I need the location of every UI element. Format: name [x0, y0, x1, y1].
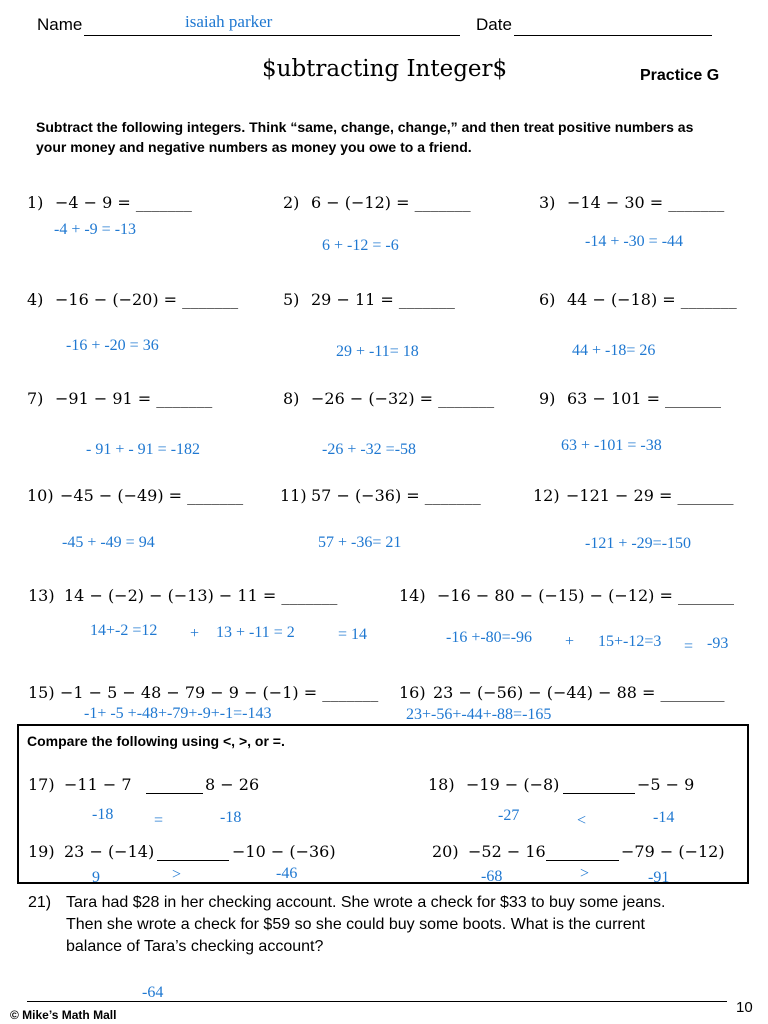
problem-3-expression: −14 − 30 = _______ — [567, 193, 725, 212]
problem-13-expression: 14 − (−2) − (−13) − 11 = _______ — [64, 586, 338, 605]
problem-17-right-answer: -18 — [220, 809, 242, 826]
problem-7-expression: −91 − 91 = _______ — [55, 389, 213, 408]
problem-2-expression: 6 − (−12) = _______ — [311, 193, 471, 212]
page-number: 10 — [736, 999, 753, 1016]
problem-11-answer: 57 + -36= 21 — [318, 534, 402, 551]
problem-18-blank[interactable] — [563, 793, 635, 794]
problem-21-answer-line[interactable] — [27, 1001, 727, 1002]
problem-18-right: −5 − 9 — [637, 775, 695, 794]
problem-18-left: −19 − (−8) — [466, 775, 560, 794]
problem-17-symbol: = — [154, 812, 164, 829]
problem-17-left-answer: -18 — [92, 806, 114, 823]
problem-21-line-1: Tara had $28 in her checking account. She wrote a check for $33 to buy some jeans. — [66, 894, 666, 911]
problem-14-answer-plus: + — [565, 633, 575, 650]
problem-19-symbol: > — [172, 866, 182, 883]
problem-17-right: 8 − 26 — [205, 775, 260, 794]
problem-19-number: 19) — [28, 842, 55, 861]
problem-16-expression: 23 − (−56) − (−44) − 88 = ________ — [433, 683, 725, 702]
problem-8-expression: −26 − (−32) = _______ — [311, 389, 495, 408]
problem-18-number: 18) — [428, 775, 455, 794]
name-label: Name — [37, 15, 83, 34]
problem-6-expression: 44 − (−18) = _______ — [567, 290, 737, 309]
problem-5-answer: 29 + -11= 18 — [336, 343, 419, 360]
problem-3-number: 3) — [539, 193, 556, 212]
problem-19-right-answer: -46 — [276, 865, 298, 882]
problem-9-expression: 63 − 101 = _______ — [567, 389, 722, 408]
problem-11-expression: 57 − (−36) = _______ — [311, 486, 481, 505]
problem-12-number: 12) — [533, 486, 560, 505]
problem-18-left-answer: -27 — [498, 807, 520, 824]
copyright: © Mike’s Math Mall — [10, 1008, 117, 1022]
problem-6-answer: 44 + -18= 26 — [572, 342, 656, 359]
problem-20-blank[interactable] — [546, 860, 619, 861]
problem-7-number: 7) — [27, 389, 44, 408]
problem-4-number: 4) — [27, 290, 44, 309]
problem-14-answer-total: -93 — [707, 635, 729, 652]
problem-11-number: 11) — [280, 486, 307, 505]
problem-21-answer: -64 — [142, 984, 164, 1001]
problem-19-right: −10 − (−36) — [232, 842, 336, 861]
problem-1-answer: -4 + -9 = -13 — [54, 221, 137, 238]
problem-2-answer: 6 + -12 = -6 — [322, 237, 399, 254]
problem-14-number: 14) — [399, 586, 426, 605]
date-line[interactable] — [514, 35, 712, 36]
problem-1-number: 1) — [27, 193, 44, 212]
problem-20-left-answer: -68 — [481, 868, 503, 885]
problem-5-number: 5) — [283, 290, 300, 309]
problem-13-number: 13) — [28, 586, 55, 605]
problem-20-number: 20) — [432, 842, 459, 861]
problem-17-left: −11 − 7 — [64, 775, 132, 794]
problem-14-answer-equals: = — [684, 638, 694, 655]
problem-20-symbol: > — [580, 865, 590, 882]
problem-12-expression: −121 − 29 = _______ — [566, 486, 734, 505]
problem-4-answer: -16 + -20 = 36 — [66, 337, 159, 354]
problem-4-expression: −16 − (−20) = _______ — [55, 290, 239, 309]
instructions: Subtract the following integers. Think “same, change, change,” and then treat positive numbers as your money and negative numbers as money you owe to a friend. — [36, 119, 694, 155]
name-value: isaiah parker — [185, 12, 273, 31]
problem-13-answer-plus: + — [190, 625, 200, 642]
problem-9-number: 9) — [539, 389, 556, 408]
problem-10-answer: -45 + -49 = 94 — [62, 534, 155, 551]
name-line[interactable] — [84, 35, 460, 36]
practice-label: Practice G — [640, 67, 720, 84]
page-title: $ubtracting Integer$ — [262, 56, 508, 82]
problem-21-number: 21) — [28, 894, 52, 911]
problem-18-right-answer: -14 — [653, 809, 675, 826]
problem-8-number: 8) — [283, 389, 300, 408]
problem-15-expression: −1 − 5 − 48 − 79 − 9 − (−1) = _______ — [60, 683, 379, 702]
problem-16-number: 16) — [399, 683, 426, 702]
compare-heading: Compare the following using <, >, or =. — [27, 733, 285, 749]
problem-10-expression: −45 − (−49) = _______ — [60, 486, 244, 505]
problem-20-right: −79 − (−12) — [621, 842, 725, 861]
problem-9-answer: 63 + -101 = -38 — [561, 437, 662, 454]
problem-15-answer: -1+ -5 +-48+-79+-9+-1=-143 — [84, 705, 272, 722]
problem-20-right-answer: -91 — [648, 869, 670, 886]
problem-16-answer: 23+-56+-44+-88=-165 — [406, 706, 552, 723]
problem-13-answer-step2: 13 + -11 = 2 — [216, 624, 295, 641]
problem-19-blank[interactable] — [157, 860, 229, 861]
problem-14-expression: −16 − 80 − (−15) − (−12) = _______ — [437, 586, 734, 605]
problem-14-answer-step1: -16 +-80=-96 — [446, 629, 533, 646]
date-label: Date — [476, 15, 512, 34]
problem-15-number: 15) — [28, 683, 55, 702]
problem-13-answer-total: = 14 — [338, 626, 368, 643]
problem-17-blank[interactable] — [146, 793, 203, 794]
problem-8-answer: -26 + -32 =-58 — [322, 441, 417, 458]
problem-3-answer: -14 + -30 = -44 — [585, 233, 684, 250]
problem-10-number: 10) — [27, 486, 54, 505]
problem-1-expression: −4 − 9 = _______ — [55, 193, 192, 212]
problem-7-answer: - 91 + - 91 = -182 — [86, 441, 201, 458]
problem-2-number: 2) — [283, 193, 300, 212]
problem-13-answer-step1: 14+-2 =12 — [90, 622, 158, 639]
problem-17-number: 17) — [28, 775, 55, 794]
problem-21-line-2: Then she wrote a check for $59 so she could buy some boots. What is the current — [66, 916, 645, 933]
problem-20-left: −52 − 16 — [468, 842, 546, 861]
problem-19-left-answer: 9 — [92, 869, 100, 886]
problem-18-symbol: < — [577, 812, 587, 829]
problem-12-answer: -121 + -29=-150 — [585, 535, 692, 552]
problem-19-left: 23 − (−14) — [64, 842, 155, 861]
problem-14-answer-step2: 15+-12=3 — [598, 633, 662, 650]
problem-21-line-3: balance of Tara’s checking account? — [66, 938, 324, 955]
problem-5-expression: 29 − 11 = _______ — [311, 290, 455, 309]
problem-6-number: 6) — [539, 290, 556, 309]
